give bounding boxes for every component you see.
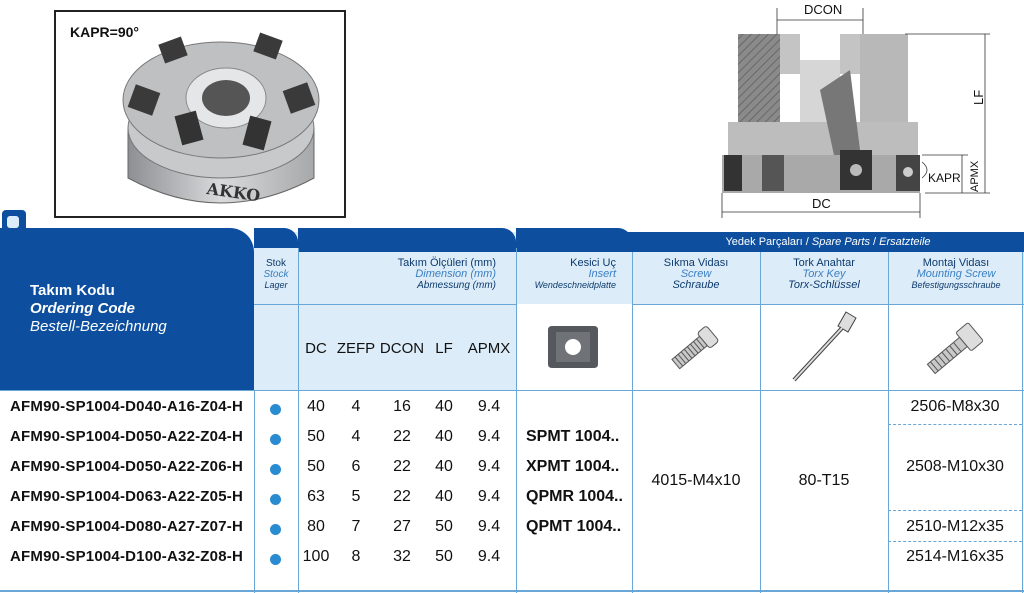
kapr-label: KAPR=90°	[70, 24, 140, 40]
cell-dc: 100	[302, 548, 330, 565]
dimension-header-cap	[298, 228, 516, 252]
clamp-screw-header: Sıkma Vidası Screw Schraube	[663, 257, 729, 291]
torx-key-header: Tork Anahtar Torx Key Torx-Schlüssel	[788, 257, 860, 291]
dimension-header: Takım Ölçüleri (mm) Dimension (mm) Abmessung (mm)	[397, 257, 496, 291]
cell-lf: 40	[435, 458, 453, 475]
screw-value: 4015-M4x10	[651, 472, 741, 489]
cell-zefp: 5	[351, 488, 361, 505]
table-row-code: AFM90-SP1004-D050-A22-Z04-H	[10, 428, 243, 445]
cell-lf: 40	[435, 488, 453, 505]
spare-parts-title: Yedek Parçaları / Spare Parts / Ersatzteile	[725, 236, 931, 248]
insert-type: QPMR 1004..	[526, 488, 623, 505]
table-row-code: AFM90-SP1004-D050-A22-Z06-H	[10, 458, 243, 475]
cell-zefp: 4	[351, 398, 361, 415]
stock-indicator	[270, 524, 281, 535]
code-en: Ordering Code	[30, 300, 136, 317]
table-row-code: AFM90-SP1004-D080-A27-Z07-H	[10, 518, 243, 535]
cell-lf: 40	[435, 428, 453, 445]
col-dcon: DCON	[379, 340, 425, 357]
stock-indicator	[270, 404, 281, 415]
stock-header: Stok Stock Lager	[263, 258, 289, 290]
cell-dcon: 22	[393, 458, 411, 475]
code-tr: Takım Kodu	[30, 282, 115, 299]
key-value: 80-T15	[798, 472, 850, 489]
brand-logo: AKKO	[205, 179, 262, 206]
insert-header: Kesici Uç Insert Wendeschneidplatte	[534, 257, 616, 290]
mount-screw-icon	[918, 318, 992, 380]
col-dc: DC	[305, 340, 327, 357]
cell-dc: 80	[307, 518, 325, 535]
product-image-box	[54, 10, 346, 218]
apmx-label: APMX	[969, 160, 981, 192]
cell-dc: 40	[307, 398, 325, 415]
corner-tab	[2, 210, 26, 234]
mount-screw-value: 2510-M12x35	[906, 518, 1004, 535]
table-row-code: AFM90-SP1004-D063-A22-Z05-H	[10, 488, 243, 505]
cell-apmx: 9.4	[477, 428, 501, 445]
cell-apmx: 9.4	[477, 458, 501, 475]
dcon-label: DCON	[804, 2, 843, 17]
col-zefp: ZEFP	[336, 340, 376, 357]
table-row-code: AFM90-SP1004-D100-A32-Z08-H	[10, 548, 243, 565]
insert-icon	[546, 322, 600, 372]
insert-type: SPMT 1004..	[526, 428, 620, 445]
stock-indicator	[270, 494, 281, 505]
stock-indicator	[270, 554, 281, 565]
mount-screw-value: 2514-M16x35	[906, 548, 1004, 565]
stock-indicator	[270, 464, 281, 475]
cell-dcon: 16	[393, 398, 411, 415]
cell-dc: 50	[307, 428, 325, 445]
cell-lf: 40	[435, 398, 453, 415]
cell-dcon: 22	[393, 428, 411, 445]
stock-indicator	[270, 434, 281, 445]
cell-dc: 63	[307, 488, 325, 505]
cell-zefp: 4	[351, 428, 361, 445]
face-mill-photo	[106, 18, 336, 214]
technical-drawing	[700, 0, 1024, 225]
code-de: Bestell-Bezeichnung	[30, 318, 167, 335]
cell-dcon: 27	[393, 518, 411, 535]
mount-screw-value: 2508-M10x30	[906, 458, 1004, 475]
insert-header-cap	[516, 228, 632, 252]
cell-zefp: 7	[351, 518, 361, 535]
screw-icon	[660, 316, 730, 380]
kapr-drawing-label: KAPR	[928, 171, 961, 185]
col-lf: LF	[435, 340, 453, 357]
lf-label: LF	[971, 89, 986, 105]
col-apmx: APMX	[467, 340, 511, 357]
cell-lf: 50	[435, 518, 453, 535]
insert-type: XPMT 1004..	[526, 458, 620, 475]
mount-screw-header: Montaj Vidası Mounting Screw Befestigungsschraube	[911, 257, 1001, 290]
cell-apmx: 9.4	[477, 518, 501, 535]
cell-zefp: 6	[351, 458, 361, 475]
cell-apmx: 9.4	[477, 398, 501, 415]
table-row-code: AFM90-SP1004-D040-A16-Z04-H	[10, 398, 243, 415]
cell-dc: 50	[307, 458, 325, 475]
insert-type: QPMT 1004..	[526, 518, 622, 535]
mount-screw-value: 2506-M8x30	[910, 398, 1000, 415]
cell-lf: 50	[435, 548, 453, 565]
torx-key-icon	[786, 306, 862, 386]
cell-dcon: 32	[393, 548, 411, 565]
cell-apmx: 9.4	[477, 488, 501, 505]
cell-zefp: 8	[351, 548, 361, 565]
dc-label: DC	[812, 196, 831, 211]
cell-apmx: 9.4	[477, 548, 501, 565]
cell-dcon: 22	[393, 488, 411, 505]
code-header	[0, 228, 254, 390]
